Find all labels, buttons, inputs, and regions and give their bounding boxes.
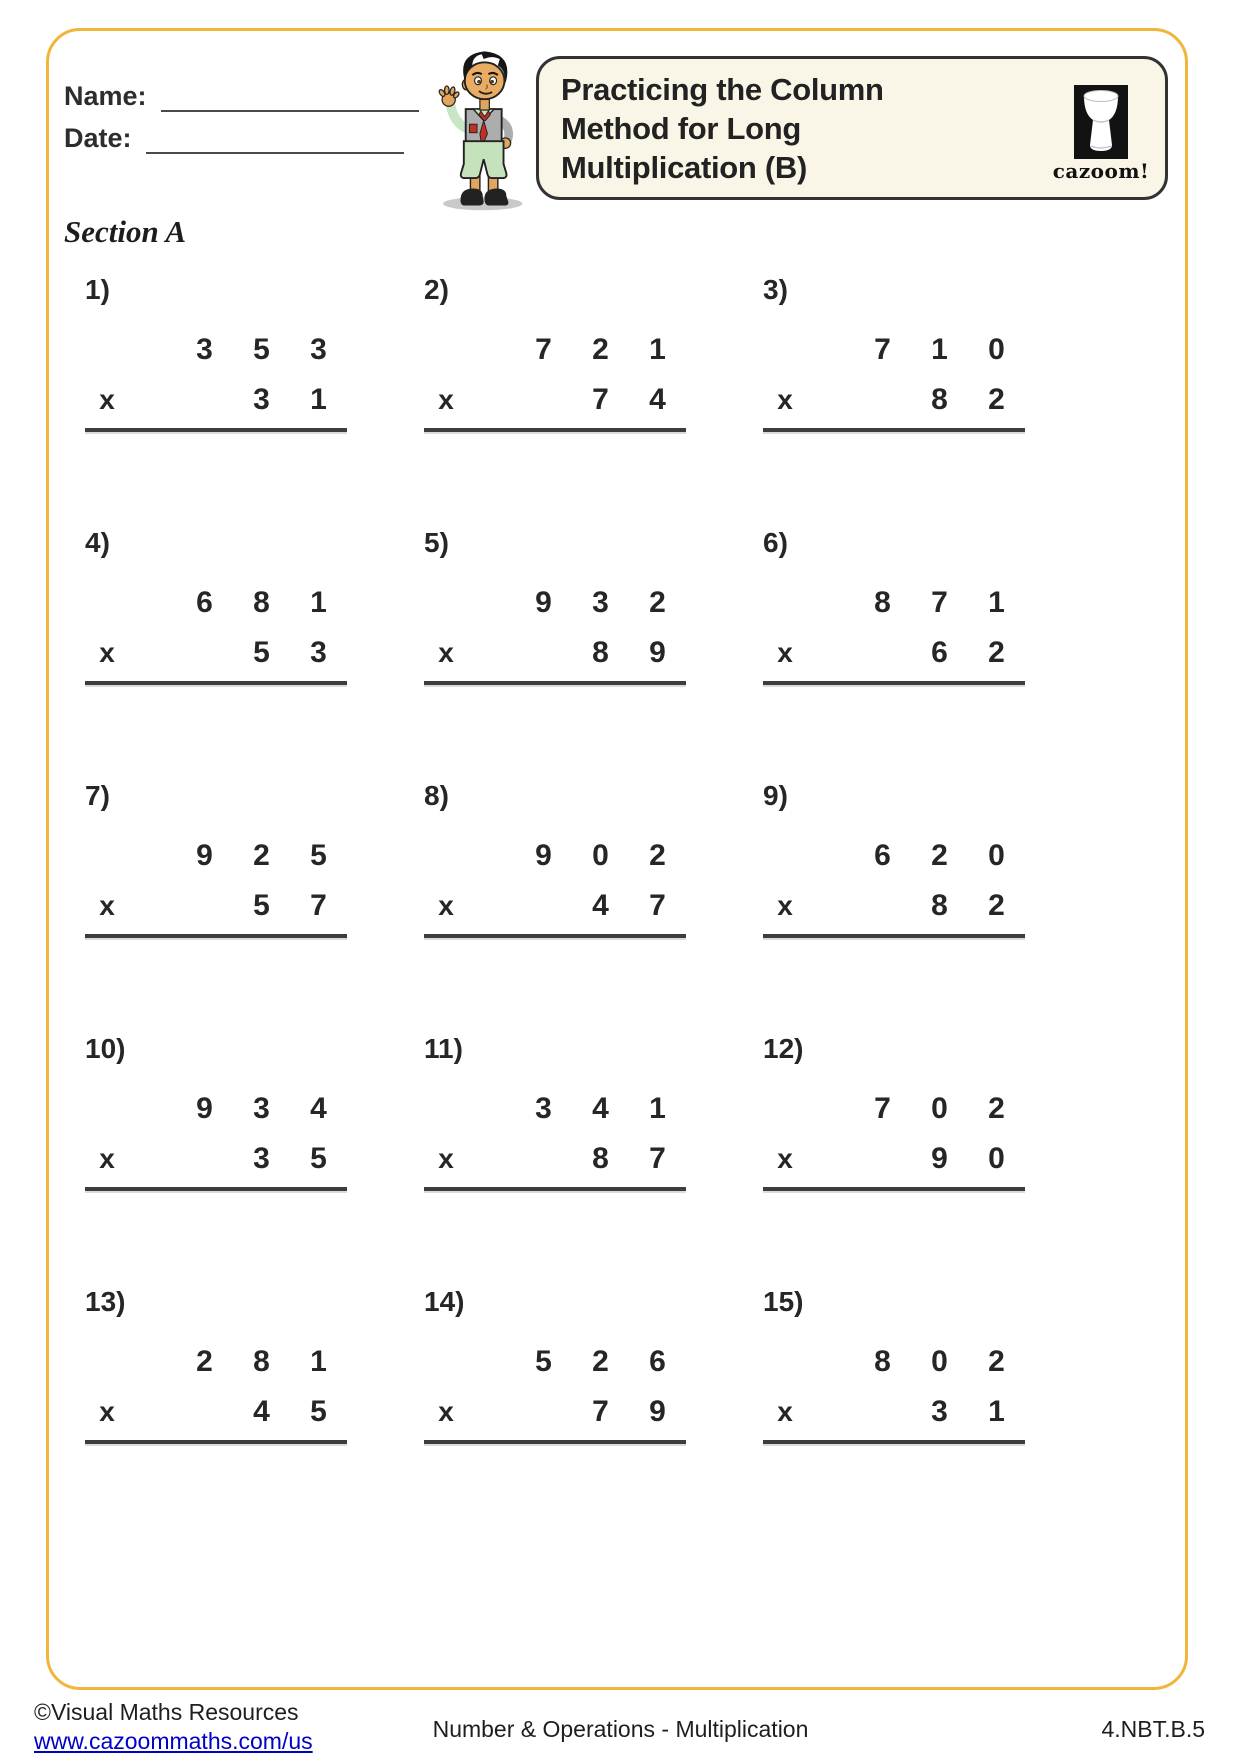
multiplicand-digit: 9: [196, 839, 213, 872]
multiplicand-digit: 7: [874, 333, 891, 366]
multiplicand-row: [763, 838, 1025, 874]
problem-2: [424, 274, 686, 527]
answer-line: [85, 1187, 347, 1191]
title-line-1: Practicing the Column: [561, 72, 884, 107]
multiplier-digit: 2: [988, 889, 1005, 922]
multiplicand-digit: 6: [874, 839, 891, 872]
problem-14: [424, 1286, 686, 1539]
multiplicand-digit: 2: [592, 333, 609, 366]
problem-11: [424, 1033, 686, 1286]
problem-13: [85, 1286, 347, 1539]
multiplier-row: [763, 382, 1025, 418]
multiplicand-row: [85, 1091, 347, 1127]
problem-8: [424, 780, 686, 1033]
multiplicand-digit: 2: [988, 1345, 1005, 1378]
answer-line: [763, 1187, 1025, 1191]
problem-12: [763, 1033, 1025, 1286]
multiplier-row: [763, 635, 1025, 671]
multiplicand-digit: 6: [196, 586, 213, 619]
multiplier-digit: 2: [988, 636, 1005, 669]
worksheet-title: [561, 70, 884, 187]
multiply-sign: x: [438, 1396, 454, 1427]
multiplier-row: [424, 635, 686, 671]
multiplier-digit: 3: [253, 1142, 270, 1175]
multiplicand-digit: 9: [196, 1092, 213, 1125]
multiplicand-row: [85, 332, 347, 368]
multiplier-row: [763, 1141, 1025, 1177]
problem-number: 14): [424, 1286, 465, 1317]
multiplicand-digit: 2: [649, 839, 666, 872]
boy-mascot-illustration: [426, 38, 530, 218]
problem-3: [763, 274, 1025, 527]
problem-number: 15): [763, 1286, 804, 1317]
multiplicand-digit: 5: [310, 839, 327, 872]
multiplicand-digit: 3: [592, 586, 609, 619]
multiplier-row: [85, 635, 347, 671]
multiplicand-row: [424, 332, 686, 368]
answer-line: [424, 1187, 686, 1191]
multiplier-digit: 7: [649, 889, 666, 922]
copyright-text: ©Visual Maths Resources: [34, 1699, 299, 1725]
multiplier-row: [424, 382, 686, 418]
standard-code: 4.NBT.B.5: [1101, 1716, 1205, 1742]
multiplier-digit: 8: [592, 1142, 609, 1175]
multiplicand-row: [424, 1091, 686, 1127]
multiplier-digit: 7: [649, 1142, 666, 1175]
problem-number: 4): [85, 527, 110, 558]
problem-4: [85, 527, 347, 780]
multiplier-digit: 4: [649, 383, 666, 416]
multiply-sign: x: [438, 890, 454, 921]
multiply-sign: x: [99, 890, 115, 921]
multiplicand-digit: 2: [592, 1345, 609, 1378]
problem-number: 2): [424, 274, 449, 305]
multiplier-digit: 4: [592, 889, 609, 922]
multiplicand-digit: 0: [931, 1345, 948, 1378]
multiplicand-digit: 5: [253, 333, 270, 366]
multiplicand-row: [424, 585, 686, 621]
multiplier-digit: 3: [310, 636, 327, 669]
answer-line: [763, 681, 1025, 685]
multiplicand-digit: 2: [649, 586, 666, 619]
multiply-sign: x: [777, 1143, 793, 1174]
multiplicand-digit: 1: [649, 1092, 666, 1125]
multiplicand-digit: 3: [310, 333, 327, 366]
problem-6: [763, 527, 1025, 780]
multiplier-row: [85, 382, 347, 418]
multiplicand-digit: 7: [535, 333, 552, 366]
answer-line: [424, 681, 686, 685]
multiplier-digit: 7: [310, 889, 327, 922]
multiplier-row: [424, 1394, 686, 1430]
multiplicand-row: [763, 332, 1025, 368]
problem-number: 7): [85, 780, 110, 811]
multiplier-digit: 6: [931, 636, 948, 669]
answer-line: [85, 1440, 347, 1444]
multiplicand-row: [424, 838, 686, 874]
multiplicand-digit: 4: [310, 1092, 327, 1125]
name-write-line: [161, 76, 419, 112]
title-line-2: Method for Long: [561, 111, 801, 146]
multiplier-digit: 8: [931, 383, 948, 416]
multiplier-row: [763, 1394, 1025, 1430]
multiply-sign: x: [777, 384, 793, 415]
multiplier-digit: 9: [649, 636, 666, 669]
answer-line: [763, 934, 1025, 938]
multiply-sign: x: [777, 1396, 793, 1427]
date-field-row: [64, 118, 404, 154]
title-box: [536, 56, 1168, 200]
multiplicand-row: [424, 1344, 686, 1380]
problem-7: [85, 780, 347, 1033]
problem-number: 9): [763, 780, 788, 811]
multiply-sign: x: [99, 1143, 115, 1174]
multiply-sign: x: [99, 1396, 115, 1427]
multiplier-row: [85, 888, 347, 924]
multiplicand-digit: 6: [649, 1345, 666, 1378]
multiplicand-digit: 7: [874, 1092, 891, 1125]
multiplicand-digit: 1: [649, 333, 666, 366]
multiplicand-digit: 0: [988, 839, 1005, 872]
answer-line: [85, 934, 347, 938]
footer-topic: Number & Operations - Multiplication: [432, 1716, 809, 1742]
multiplier-row: [763, 888, 1025, 924]
multiplicand-row: [85, 838, 347, 874]
multiplier-digit: 5: [253, 636, 270, 669]
answer-line: [763, 428, 1025, 432]
multiply-sign: x: [777, 637, 793, 668]
multiplicand-digit: 3: [535, 1092, 552, 1125]
problem-number: 8): [424, 780, 449, 811]
multiply-sign: x: [438, 637, 454, 668]
multiplicand-digit: 8: [253, 586, 270, 619]
djembe-drum-icon: [1074, 85, 1128, 159]
answer-line: [424, 428, 686, 432]
date-write-line: [146, 118, 404, 154]
multiplier-row: [424, 1141, 686, 1177]
multiplier-digit: 1: [988, 1395, 1005, 1428]
multiplier-digit: 7: [592, 383, 609, 416]
multiply-sign: x: [99, 384, 115, 415]
multiplicand-digit: 7: [931, 586, 948, 619]
multiplier-digit: 1: [310, 383, 327, 416]
multiplicand-digit: 0: [988, 333, 1005, 366]
answer-line: [85, 428, 347, 432]
multiplier-digit: 2: [988, 383, 1005, 416]
multiplicand-digit: 8: [874, 1345, 891, 1378]
multiply-sign: x: [777, 890, 793, 921]
multiplicand-digit: 8: [253, 1345, 270, 1378]
multiplicand-row: [763, 1091, 1025, 1127]
problem-number: 12): [763, 1033, 804, 1064]
multiplier-digit: 8: [592, 636, 609, 669]
problem-number: 13): [85, 1286, 126, 1317]
multiplicand-digit: 3: [196, 333, 213, 366]
multiplicand-digit: 9: [535, 839, 552, 872]
multiplicand-digit: 2: [253, 839, 270, 872]
date-label: Date:: [64, 123, 132, 153]
multiplicand-digit: 1: [310, 586, 327, 619]
cazoom-logo-text: cazoom!: [1052, 159, 1150, 183]
problem-number: 6): [763, 527, 788, 558]
multiplier-digit: 8: [931, 889, 948, 922]
multiplier-digit: 5: [310, 1395, 327, 1428]
multiplier-digit: 3: [931, 1395, 948, 1428]
answer-line: [424, 934, 686, 938]
multiply-sign: x: [438, 1143, 454, 1174]
multiplier-row: [424, 888, 686, 924]
multiplicand-digit: 0: [592, 839, 609, 872]
multiplicand-digit: 1: [310, 1345, 327, 1378]
problem-number: 1): [85, 274, 110, 305]
website-link[interactable]: www.cazoommaths.com/us: [34, 1728, 313, 1754]
multiplier-digit: 5: [253, 889, 270, 922]
problem-15: [763, 1286, 1025, 1539]
multiplicand-row: [85, 585, 347, 621]
problem-number: 11): [424, 1033, 463, 1064]
problem-1: [85, 274, 347, 527]
multiplicand-digit: 3: [253, 1092, 270, 1125]
problems-grid: [85, 274, 1025, 1539]
answer-line: [85, 681, 347, 685]
multiplier-digit: 5: [310, 1142, 327, 1175]
problem-number: 10): [85, 1033, 126, 1064]
multiplier-digit: 4: [253, 1395, 270, 1428]
multiply-sign: x: [99, 637, 115, 668]
cazoom-logo: [1049, 85, 1153, 183]
problem-number: 3): [763, 274, 788, 305]
multiplicand-digit: 1: [988, 586, 1005, 619]
multiplicand-digit: 2: [988, 1092, 1005, 1125]
problem-5: [424, 527, 686, 780]
multiplicand-digit: 8: [874, 586, 891, 619]
multiplier-digit: 7: [592, 1395, 609, 1428]
problem-10: [85, 1033, 347, 1286]
name-label: Name:: [64, 81, 147, 111]
problem-9: [763, 780, 1025, 1033]
multiplicand-digit: 9: [535, 586, 552, 619]
multiplicand-digit: 1: [931, 333, 948, 366]
section-a-heading: Section A: [64, 214, 187, 249]
answer-line: [763, 1440, 1025, 1444]
multiplicand-digit: 0: [931, 1092, 948, 1125]
multiplicand-digit: 2: [931, 839, 948, 872]
multiplier-row: [85, 1394, 347, 1430]
multiply-sign: x: [438, 384, 454, 415]
answer-line: [424, 1440, 686, 1444]
multiplicand-digit: 2: [196, 1345, 213, 1378]
multiplier-digit: 0: [988, 1142, 1005, 1175]
problem-number: 5): [424, 527, 449, 558]
title-line-3: Multiplication (B): [561, 150, 808, 185]
multiplicand-row: [763, 585, 1025, 621]
multiplier-digit: 3: [253, 383, 270, 416]
name-field-row: [64, 76, 419, 112]
multiplier-digit: 9: [931, 1142, 948, 1175]
multiplicand-row: [85, 1344, 347, 1380]
multiplicand-digit: 5: [535, 1345, 552, 1378]
multiplier-digit: 9: [649, 1395, 666, 1428]
multiplicand-row: [763, 1344, 1025, 1380]
multiplicand-digit: 4: [592, 1092, 609, 1125]
multiplier-row: [85, 1141, 347, 1177]
